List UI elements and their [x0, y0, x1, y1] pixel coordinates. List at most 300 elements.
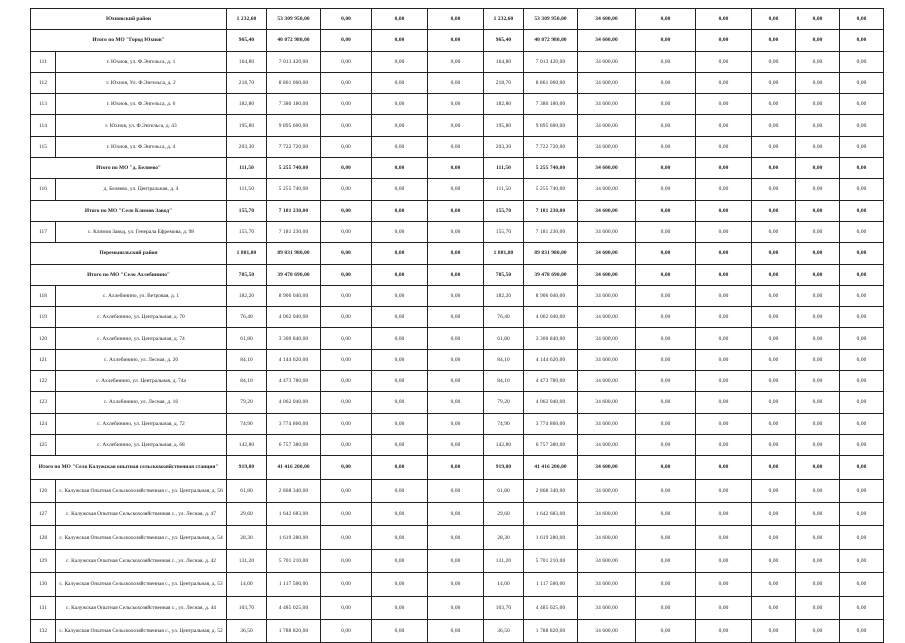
value-cell: 164,80 [227, 51, 267, 72]
value-cell: 0,00 [840, 72, 884, 93]
housing-register-table [30, 8, 884, 643]
value-cell: 1 117 580,00 [267, 573, 321, 596]
value-cell: 0,00 [321, 328, 372, 349]
value-cell: 0,00 [372, 573, 428, 596]
value-cell: 0,00 [840, 51, 884, 72]
value-cell: 0,00 [796, 392, 840, 413]
value-cell: 0,00 [696, 526, 752, 549]
value-cell: 195,80 [484, 115, 524, 136]
value-cell: 0,00 [840, 285, 884, 306]
value-cell: 0,00 [840, 9, 884, 30]
table-row [31, 115, 884, 136]
value-cell: 0,00 [636, 72, 696, 93]
value-cell: 0,00 [321, 349, 372, 370]
value-cell: 3 774 860,00 [524, 413, 578, 434]
value-cell: 0,00 [840, 434, 884, 455]
value-cell: 0,00 [696, 72, 752, 93]
table-row [31, 349, 884, 370]
value-cell: 0,00 [636, 221, 696, 242]
value-cell: 0,00 [796, 596, 840, 619]
value-cell: 84,10 [227, 349, 267, 370]
value-cell: 155,70 [227, 200, 267, 221]
value-cell: 0,00 [636, 549, 696, 572]
value-cell: 0,00 [696, 434, 752, 455]
address-cell: с. Калужская Опытная Сельскохозяйственная с., ул. Лесная, д. 47 [56, 503, 227, 526]
value-cell: 155,70 [484, 200, 524, 221]
value-cell: 74,90 [227, 413, 267, 434]
value-cell: 0,00 [796, 179, 840, 200]
value-cell: 0,00 [321, 200, 372, 221]
value-cell: 0,00 [840, 619, 884, 642]
value-cell: 0,00 [636, 596, 696, 619]
value-cell: 0,00 [796, 264, 840, 285]
value-cell: 34 600,00 [578, 349, 636, 370]
value-cell: 0,00 [372, 434, 428, 455]
value-cell: 36,50 [484, 619, 524, 642]
value-cell: 61,80 [484, 328, 524, 349]
value-cell: 0,00 [796, 479, 840, 502]
value-cell: 0,00 [636, 392, 696, 413]
value-cell: 7 181 230,00 [524, 200, 578, 221]
address-cell: с. Ахлебинино, ул. Центральная, д. 74а [56, 371, 227, 392]
value-cell: 0,00 [696, 392, 752, 413]
row-number-cell: 117 [31, 221, 56, 242]
value-cell: 0,00 [696, 619, 752, 642]
value-cell: 0,00 [428, 349, 484, 370]
value-cell: 0,00 [696, 158, 752, 179]
address-cell: с. Ахлебинино, ул. Лесная, д. 16 [56, 392, 227, 413]
value-cell: 1 619 280,00 [524, 526, 578, 549]
value-cell: 84,10 [484, 349, 524, 370]
value-cell: 7 722 720,00 [524, 136, 578, 157]
value-cell: 0,00 [636, 200, 696, 221]
value-cell: 0,00 [372, 526, 428, 549]
table-row [31, 371, 884, 392]
value-cell: 0,00 [752, 264, 796, 285]
row-number-cell: 122 [31, 371, 56, 392]
value-cell: 0,00 [636, 51, 696, 72]
value-cell: 111,50 [484, 179, 524, 200]
value-cell: 6 757 380,00 [267, 434, 321, 455]
value-cell: 34 600,00 [578, 456, 636, 479]
subtotal-row [31, 9, 884, 30]
value-cell: 34 600,00 [578, 573, 636, 596]
value-cell: 155,70 [227, 221, 267, 242]
table-row [31, 307, 884, 328]
value-cell: 0,00 [752, 479, 796, 502]
value-cell: 34 600,00 [578, 434, 636, 455]
value-cell: 0,00 [321, 243, 372, 264]
value-cell: 8 906 040,00 [524, 285, 578, 306]
value-cell: 0,00 [428, 200, 484, 221]
value-cell: 218,70 [227, 72, 267, 93]
value-cell: 0,00 [321, 596, 372, 619]
row-number-cell: 125 [31, 434, 56, 455]
value-cell: 0,00 [428, 115, 484, 136]
value-cell: 36,50 [227, 619, 267, 642]
value-cell: 0,00 [428, 596, 484, 619]
value-cell: 5 255 740,00 [524, 158, 578, 179]
value-cell: 39 478 690,00 [524, 264, 578, 285]
value-cell: 34 600,00 [578, 243, 636, 264]
value-cell: 4 062 040,00 [267, 392, 321, 413]
value-cell: 0,00 [428, 51, 484, 72]
address-cell: г. Юхнов, Ул. Ф.Энгельса, д. 2 [56, 72, 227, 93]
value-cell: 0,00 [840, 596, 884, 619]
row-number-cell: 130 [31, 573, 56, 596]
value-cell: 0,00 [636, 328, 696, 349]
row-number-cell: 132 [31, 619, 56, 642]
value-cell: 0,00 [372, 221, 428, 242]
value-cell: 0,00 [752, 526, 796, 549]
table-row [31, 392, 884, 413]
value-cell: 53 309 950,00 [267, 9, 321, 30]
value-cell: 0,00 [696, 94, 752, 115]
value-cell: 0,00 [796, 573, 840, 596]
value-cell: 34 600,00 [578, 200, 636, 221]
value-cell: 0,00 [840, 573, 884, 596]
group-label-cell: Итого по МО "Село Калужская опытная сельскохозяйственная станция" [31, 456, 227, 479]
value-cell: 0,00 [636, 503, 696, 526]
value-cell: 4 144 620,00 [267, 349, 321, 370]
table-row [31, 51, 884, 72]
value-cell: 0,00 [796, 243, 840, 264]
address-cell: с. Ахлебинино, ул. Центральная, д. 72 [56, 413, 227, 434]
value-cell: 7 380 180,00 [524, 94, 578, 115]
value-cell: 0,00 [840, 456, 884, 479]
value-cell: 0,00 [840, 200, 884, 221]
value-cell: 4 062 040,00 [524, 307, 578, 328]
row-number-cell: 114 [31, 115, 56, 136]
value-cell: 164,80 [484, 51, 524, 72]
value-cell: 142,80 [227, 434, 267, 455]
value-cell: 0,00 [752, 30, 796, 51]
address-cell: с. Ахлебинино, ул. Лесная, д. 20 [56, 349, 227, 370]
value-cell: 34 600,00 [578, 221, 636, 242]
value-cell: 0,00 [752, 307, 796, 328]
value-cell: 29,60 [484, 503, 524, 526]
group-label-cell: Итого по МО "Село Климов Завод" [31, 200, 227, 221]
group-label-cell: Итого по МО "Город Юхнов" [31, 30, 227, 51]
value-cell: 0,00 [372, 136, 428, 157]
value-cell: 2 868 340,00 [524, 479, 578, 502]
value-cell: 0,00 [428, 526, 484, 549]
value-cell: 203,30 [227, 136, 267, 157]
table-row [31, 72, 884, 93]
value-cell: 0,00 [321, 371, 372, 392]
table-row [31, 503, 884, 526]
value-cell: 0,00 [321, 285, 372, 306]
value-cell: 34 600,00 [578, 371, 636, 392]
value-cell: 1 881,80 [484, 243, 524, 264]
value-cell: 0,00 [428, 479, 484, 502]
value-cell: 0,00 [696, 349, 752, 370]
value-cell: 34 600,00 [578, 619, 636, 642]
value-cell: 34 600,00 [578, 526, 636, 549]
subtotal-row [31, 158, 884, 179]
value-cell: 0,00 [372, 200, 428, 221]
value-cell: 218,70 [484, 72, 524, 93]
value-cell: 4 062 040,00 [524, 392, 578, 413]
value-cell: 0,00 [840, 392, 884, 413]
value-cell: 4 485 025,00 [524, 596, 578, 619]
value-cell: 0,00 [321, 264, 372, 285]
value-cell: 0,00 [372, 243, 428, 264]
value-cell: 41 416 200,00 [267, 456, 321, 479]
value-cell: 0,00 [752, 9, 796, 30]
value-cell: 0,00 [696, 549, 752, 572]
value-cell: 182,80 [227, 94, 267, 115]
address-cell: с. Калужская Опытная Сельскохозяйственная с., ул. Центральная, д. 56 [56, 479, 227, 502]
value-cell: 61,80 [227, 479, 267, 502]
value-cell: 0,00 [321, 221, 372, 242]
value-cell: 0,00 [321, 479, 372, 502]
value-cell: 0,00 [428, 573, 484, 596]
value-cell: 5 255 740,00 [267, 158, 321, 179]
address-cell: г. Юхнов, ул. Ф.Энгельса, д. 4 [56, 136, 227, 157]
value-cell: 0,00 [796, 526, 840, 549]
value-cell: 182,20 [227, 285, 267, 306]
value-cell: 0,00 [696, 243, 752, 264]
value-cell: 0,00 [321, 94, 372, 115]
value-cell: 0,00 [321, 9, 372, 30]
row-number-cell: 119 [31, 307, 56, 328]
value-cell: 0,00 [428, 243, 484, 264]
value-cell: 0,00 [321, 549, 372, 572]
table-row [31, 596, 884, 619]
value-cell: 1 117 580,00 [524, 573, 578, 596]
value-cell: 84,10 [484, 371, 524, 392]
address-cell: с. Климов Завод, ул. Генерала Ефремова, д. 98 [56, 221, 227, 242]
value-cell: 9 895 600,00 [267, 115, 321, 136]
value-cell: 0,00 [428, 179, 484, 200]
value-cell: 5 255 740,00 [524, 179, 578, 200]
value-cell: 0,00 [372, 179, 428, 200]
value-cell: 0,00 [428, 328, 484, 349]
value-cell: 34 600,00 [578, 549, 636, 572]
value-cell: 0,00 [372, 307, 428, 328]
value-cell: 0,00 [372, 479, 428, 502]
value-cell: 0,00 [796, 136, 840, 157]
value-cell: 0,00 [696, 573, 752, 596]
value-cell: 0,00 [796, 51, 840, 72]
value-cell: 4 485 025,00 [267, 596, 321, 619]
value-cell: 8 906 040,00 [267, 285, 321, 306]
value-cell: 7 013 420,00 [267, 51, 321, 72]
value-cell: 1 232,60 [484, 9, 524, 30]
value-cell: 103,70 [484, 596, 524, 619]
value-cell: 29,60 [227, 503, 267, 526]
value-cell: 2 868 340,00 [267, 479, 321, 502]
value-cell: 61,80 [484, 479, 524, 502]
value-cell: 0,00 [636, 573, 696, 596]
value-cell: 0,00 [321, 179, 372, 200]
value-cell: 0,00 [428, 136, 484, 157]
value-cell: 0,00 [321, 413, 372, 434]
value-cell: 0,00 [428, 434, 484, 455]
value-cell: 79,20 [227, 392, 267, 413]
value-cell: 182,20 [484, 285, 524, 306]
value-cell: 34 600,00 [578, 285, 636, 306]
value-cell: 0,00 [428, 94, 484, 115]
value-cell: 0,00 [372, 596, 428, 619]
row-number-cell: 115 [31, 136, 56, 157]
row-number-cell: 113 [31, 94, 56, 115]
value-cell: 61,80 [227, 328, 267, 349]
value-cell: 0,00 [752, 549, 796, 572]
value-cell: 0,00 [840, 264, 884, 285]
value-cell: 34 600,00 [578, 479, 636, 502]
address-cell: с. Калужская Опытная Сельскохозяйственная с., ул. Лесная, д. 42 [56, 549, 227, 572]
value-cell: 0,00 [752, 72, 796, 93]
value-cell: 14,00 [227, 573, 267, 596]
value-cell: 785,50 [227, 264, 267, 285]
value-cell: 0,00 [372, 115, 428, 136]
value-cell: 34 600,00 [578, 9, 636, 30]
value-cell: 919,80 [484, 456, 524, 479]
table-row [31, 479, 884, 502]
value-cell: 195,80 [227, 115, 267, 136]
value-cell: 0,00 [372, 285, 428, 306]
value-cell: 0,00 [428, 549, 484, 572]
value-cell: 103,70 [227, 596, 267, 619]
value-cell: 0,00 [752, 51, 796, 72]
row-number-cell: 118 [31, 285, 56, 306]
address-cell: г. Юхнов, ул. Ф.Энгельса, д. 43 [56, 115, 227, 136]
value-cell: 7 380 180,00 [267, 94, 321, 115]
value-cell: 7 013 420,00 [524, 51, 578, 72]
value-cell: 0,00 [372, 549, 428, 572]
value-cell: 89 831 980,00 [524, 243, 578, 264]
value-cell: 1 642 683,00 [267, 503, 321, 526]
value-cell: 0,00 [796, 221, 840, 242]
value-cell: 0,00 [796, 307, 840, 328]
value-cell: 0,00 [840, 179, 884, 200]
value-cell: 0,00 [796, 549, 840, 572]
row-number-cell: 123 [31, 392, 56, 413]
value-cell: 0,00 [321, 51, 372, 72]
value-cell: 0,00 [840, 307, 884, 328]
row-number-cell: 112 [31, 72, 56, 93]
value-cell: 1 232,60 [227, 9, 267, 30]
row-number-cell: 116 [31, 179, 56, 200]
table-row [31, 136, 884, 157]
value-cell: 3 300 840,00 [524, 328, 578, 349]
value-cell: 0,00 [696, 413, 752, 434]
table-row [31, 526, 884, 549]
value-cell: 0,00 [752, 158, 796, 179]
value-cell: 84,10 [227, 371, 267, 392]
group-label-cell: Итого по МО "Село Ахлебинино" [31, 264, 227, 285]
value-cell: 0,00 [696, 136, 752, 157]
value-cell: 0,00 [428, 307, 484, 328]
value-cell: 34 600,00 [578, 413, 636, 434]
value-cell: 0,00 [636, 136, 696, 157]
value-cell: 0,00 [796, 158, 840, 179]
value-cell: 0,00 [840, 328, 884, 349]
value-cell: 9 895 600,00 [524, 115, 578, 136]
value-cell: 0,00 [372, 51, 428, 72]
subtotal-row [31, 30, 884, 51]
value-cell: 0,00 [372, 413, 428, 434]
value-cell: 0,00 [840, 30, 884, 51]
value-cell: 0,00 [372, 503, 428, 526]
value-cell: 785,50 [484, 264, 524, 285]
value-cell: 0,00 [321, 456, 372, 479]
value-cell: 0,00 [428, 503, 484, 526]
value-cell: 28,30 [227, 526, 267, 549]
table-row [31, 619, 884, 642]
value-cell: 0,00 [796, 328, 840, 349]
value-cell: 0,00 [840, 243, 884, 264]
value-cell: 0,00 [372, 30, 428, 51]
value-cell: 0,00 [752, 392, 796, 413]
value-cell: 0,00 [321, 526, 372, 549]
value-cell: 0,00 [636, 526, 696, 549]
value-cell: 0,00 [696, 221, 752, 242]
value-cell: 0,00 [321, 115, 372, 136]
value-cell: 0,00 [796, 30, 840, 51]
value-cell: 0,00 [321, 30, 372, 51]
value-cell: 0,00 [372, 9, 428, 30]
value-cell: 155,70 [484, 221, 524, 242]
value-cell: 0,00 [428, 619, 484, 642]
value-cell: 0,00 [752, 221, 796, 242]
value-cell: 79,20 [484, 392, 524, 413]
value-cell: 41 416 200,00 [524, 456, 578, 479]
value-cell: 0,00 [752, 596, 796, 619]
value-cell: 0,00 [796, 9, 840, 30]
value-cell: 0,00 [372, 349, 428, 370]
value-cell: 0,00 [321, 573, 372, 596]
group-label-cell: Итого по МО "д. Беляево" [31, 158, 227, 179]
value-cell: 182,80 [484, 94, 524, 115]
value-cell: 965,40 [227, 30, 267, 51]
value-cell: 0,00 [752, 285, 796, 306]
value-cell: 0,00 [840, 221, 884, 242]
value-cell: 0,00 [796, 349, 840, 370]
value-cell: 3 774 860,00 [267, 413, 321, 434]
value-cell: 34 600,00 [578, 503, 636, 526]
value-cell: 0,00 [752, 434, 796, 455]
value-cell: 0,00 [636, 456, 696, 479]
value-cell: 0,00 [321, 307, 372, 328]
value-cell: 39 478 690,00 [267, 264, 321, 285]
value-cell: 34 600,00 [578, 307, 636, 328]
value-cell: 34 600,00 [578, 264, 636, 285]
value-cell: 0,00 [840, 371, 884, 392]
value-cell: 111,50 [227, 158, 267, 179]
value-cell: 34 600,00 [578, 94, 636, 115]
value-cell: 0,00 [696, 51, 752, 72]
value-cell: 0,00 [752, 371, 796, 392]
table-row [31, 434, 884, 455]
value-cell: 34 600,00 [578, 179, 636, 200]
value-cell: 0,00 [428, 264, 484, 285]
value-cell: 7 181 230,00 [267, 200, 321, 221]
value-cell: 0,00 [696, 307, 752, 328]
value-cell: 0,00 [428, 30, 484, 51]
value-cell: 7 722 720,00 [267, 136, 321, 157]
row-number-cell: 127 [31, 503, 56, 526]
value-cell: 14,00 [484, 573, 524, 596]
value-cell: 1 788 820,00 [524, 619, 578, 642]
value-cell: 919,80 [227, 456, 267, 479]
value-cell: 0,00 [840, 115, 884, 136]
value-cell: 0,00 [752, 179, 796, 200]
value-cell: 4 144 620,00 [524, 349, 578, 370]
value-cell: 0,00 [636, 434, 696, 455]
